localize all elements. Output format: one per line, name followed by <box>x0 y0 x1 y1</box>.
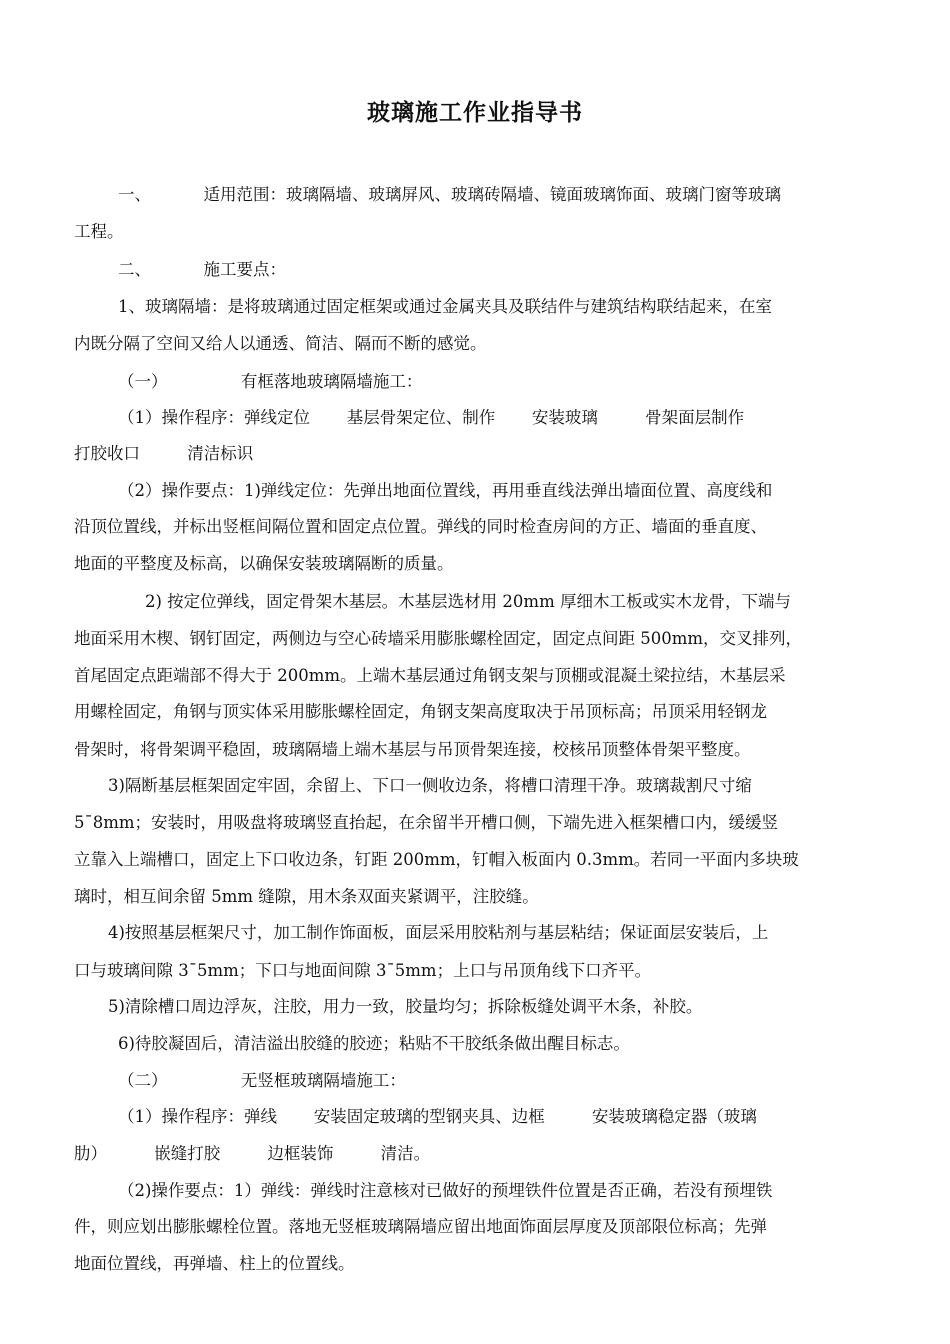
text-line: （2)操作要点：1）弹线：弹线时注意核对已做好的预埋铁件位置是否正确，若没有预埋铁 <box>118 1181 773 1200</box>
text-line: 地面位置线，再弹墙、柱上的位置线。 <box>74 1254 355 1273</box>
text-line: 打胶收口 清洁标识 <box>74 444 254 463</box>
text-line: （一） 有框落地玻璃隔墙施工： <box>118 372 423 391</box>
text-line: 地面的平整度及标高，以确保安装玻璃隔断的质量。 <box>74 554 454 573</box>
text-line: 沿顶位置线，并标出竖框间隔位置和固定点位置。弹线的同时检查房间的方正、墙面的垂直度、 <box>74 517 767 536</box>
text-line: 用螺栓固定，角钢与顶实体采用膨胀螺栓固定，角钢支架高度取决于吊顶标高；吊顶采用轻钢龙 <box>74 702 767 721</box>
text-line: 4)按照基层框架尺寸，加工制作饰面板，面层采用胶粘剂与基层粘结；保证面层安装后，上 <box>108 923 769 942</box>
text-line: 二、 施工要点： <box>118 260 286 279</box>
text-line: 1、玻璃隔墙：是将玻璃通过固定框架或通过金属夹具及联结件与建筑结构联结起来，在室 <box>118 297 772 316</box>
text-line: 6)待胶凝固后，清洁溢出胶缝的胶迹；粘贴不干胶纸条做出醒目标志。 <box>118 1034 630 1053</box>
text-line: 璃时，相互间余留 5mm 缝隙，用木条双面夹紧调平，注胶缝。 <box>74 887 539 906</box>
text-line: 件，则应划出膨胀螺栓位置。落地无竖框玻璃隔墙应留出地面饰面层厚度及顶部限位标高；先弹 <box>74 1217 767 1236</box>
text-line: 首尾固定点距端部不得大于 200mm。上端木基层通过角钢支架与顶棚或混凝土梁拉结，木基层采 <box>74 666 786 685</box>
text-line: 5)清除槽口周边浮灰，注胶，用力一致，胶量均匀；拆除板缝处调平木条，补胶。 <box>108 997 703 1016</box>
text-line: （1）操作程序：弹线定位 基层骨架定位、制作 安装玻璃 骨架面层制作 <box>118 408 745 427</box>
text-line: 工程。 <box>74 222 124 241</box>
text-line: 3)隔断基层框架固定牢固，余留上、下口一侧收边条，将槽口清理干净。玻璃裁割尺寸缩 <box>108 776 752 795</box>
text-line: 5¯8mm；安装时，用吸盘将玻璃竖直抬起，在余留半开槽口侧，下端先进入框架槽口内，缓缓竖 <box>74 813 779 832</box>
text-line: （2）操作要点：1)弹线定位：先弹出地面位置线，再用垂直线法弹出墙面位置、高度线和 <box>118 481 773 500</box>
text-line: （1）操作程序：弹线 安装固定玻璃的型钢夹具、边框 安装玻璃稳定器（玻璃 <box>118 1107 757 1126</box>
text-line: 地面采用木楔、钢钉固定，两侧边与空心砖墙采用膨胀螺栓固定，固定点间距 500mm，交叉排列， <box>74 629 803 648</box>
text-line: 口与玻璃间隙 3¯5mm；下口与地面间隙 3¯5mm；上口与吊顶角线下口齐平。 <box>74 961 652 980</box>
text-line: 骨架时，将骨架调平稳固，玻璃隔墙上端木基层与吊顶骨架连接，校核吊顶整体骨架平整度。 <box>74 740 751 759</box>
text-line: 2) 按定位弹线，固定骨架木基层。木基层选材用 20mm 厚细木工板或实木龙骨，下端与 <box>145 592 791 611</box>
document-title: 玻璃施工作业指导书 <box>367 99 583 126</box>
text-line: 肋） 嵌缝打胶 边框装饰 清洁。 <box>74 1144 431 1163</box>
text-line: （二） 无竖框玻璃隔墙施工： <box>118 1071 406 1090</box>
text-line: 立靠入上端槽口，固定上下口收边条，钉距 200mm，钉帽入板面内 0.3mm。若同一平面内多块玻 <box>74 850 799 869</box>
text-line: 一、 适用范围：玻璃隔墙、玻璃屏风、玻璃砖隔墙、镜面玻璃饰面、玻璃门窗等玻璃 <box>118 185 781 204</box>
text-line: 内既分隔了空间又给人以通透、简洁、隔而不断的感觉。 <box>74 334 487 353</box>
